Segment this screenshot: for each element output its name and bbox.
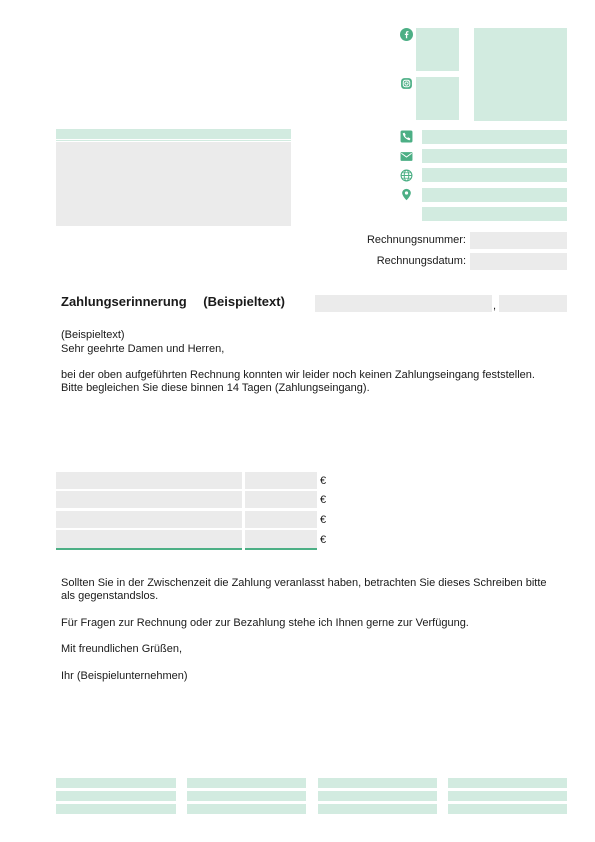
footer-field[interactable] bbox=[318, 791, 437, 801]
amount-label-cell[interactable] bbox=[56, 472, 242, 489]
location-pin-icon bbox=[400, 188, 413, 201]
salutation: Sehr geehrte Damen und Herren, bbox=[61, 343, 225, 355]
email-field[interactable] bbox=[422, 149, 567, 163]
footer-field[interactable] bbox=[56, 778, 176, 788]
footer-field[interactable] bbox=[187, 804, 306, 814]
sender-line[interactable] bbox=[56, 129, 291, 139]
social-field-facebook[interactable] bbox=[416, 28, 459, 71]
footer-field[interactable] bbox=[56, 804, 176, 814]
place-field[interactable] bbox=[315, 295, 492, 312]
letter-heading bbox=[61, 294, 285, 309]
sender-underline bbox=[56, 140, 291, 141]
footer-field[interactable] bbox=[318, 778, 437, 788]
page-title-note: (Beispieltext) bbox=[203, 294, 285, 309]
invoice-date-field[interactable] bbox=[470, 253, 567, 270]
footer-field[interactable] bbox=[318, 804, 437, 814]
currency-symbol: € bbox=[320, 475, 327, 487]
invoice-date-label: Rechnungsdatum: bbox=[376, 255, 466, 267]
footer-field[interactable] bbox=[56, 791, 176, 801]
footer-field[interactable] bbox=[448, 791, 567, 801]
currency-symbol: € bbox=[320, 534, 327, 546]
logo-placeholder bbox=[474, 28, 567, 121]
social-field-instagram[interactable] bbox=[416, 77, 459, 120]
closing-paragraph: Sollten Sie in der Zwischenzeit die Zahlung veranlasst haben, betrachten Sie dieses Schreiben bitte als gegenstandslos. bbox=[61, 577, 547, 602]
currency-symbol: € bbox=[320, 494, 327, 506]
instagram-icon[interactable] bbox=[400, 77, 413, 90]
footer-field[interactable] bbox=[448, 778, 567, 788]
globe-icon bbox=[400, 169, 413, 182]
amount-total-label-cell[interactable] bbox=[56, 530, 242, 550]
amount-label-cell[interactable] bbox=[56, 511, 242, 528]
amount-value-cell[interactable] bbox=[245, 491, 317, 508]
footer-field[interactable] bbox=[187, 778, 306, 788]
recipient-address-box[interactable] bbox=[56, 142, 291, 226]
body-line-2: Bitte begleichen Sie diese binnen 14 Tagen (Zahlungseingang). bbox=[61, 382, 370, 394]
body-note: (Beispieltext) bbox=[61, 329, 125, 341]
closing-questions: Für Fragen zur Rechnung oder zur Bezahlung stehe ich Ihnen gerne zur Verfügung. bbox=[61, 617, 469, 629]
footer-field[interactable] bbox=[448, 804, 567, 814]
greeting: Mit freundlichen Grüßen, bbox=[61, 643, 183, 655]
website-field[interactable] bbox=[422, 168, 567, 182]
mail-icon bbox=[400, 150, 413, 163]
body-line-1: bei der oben aufgeführten Rechnung konnten wir leider noch keinen Zahlungseingang feststellen. bbox=[61, 369, 535, 381]
phone-field[interactable] bbox=[422, 130, 567, 144]
address-field-line2[interactable] bbox=[422, 207, 567, 221]
phone-icon bbox=[400, 130, 413, 143]
place-date-separator: , bbox=[493, 300, 497, 312]
amount-value-cell[interactable] bbox=[245, 472, 317, 489]
invoice-number-label: Rechnungsnummer: bbox=[366, 234, 466, 246]
amount-total-value-cell[interactable] bbox=[245, 530, 317, 550]
page-title: Zahlungserinnerung bbox=[61, 294, 187, 309]
currency-symbol: € bbox=[320, 514, 327, 526]
address-field-line1[interactable] bbox=[422, 188, 567, 202]
facebook-icon[interactable] bbox=[400, 28, 413, 41]
amount-label-cell[interactable] bbox=[56, 491, 242, 508]
invoice-number-field[interactable] bbox=[470, 232, 567, 249]
footer-field[interactable] bbox=[187, 791, 306, 801]
date-field[interactable] bbox=[499, 295, 567, 312]
signature: Ihr (Beispielunternehmen) bbox=[61, 670, 188, 682]
amount-value-cell[interactable] bbox=[245, 511, 317, 528]
